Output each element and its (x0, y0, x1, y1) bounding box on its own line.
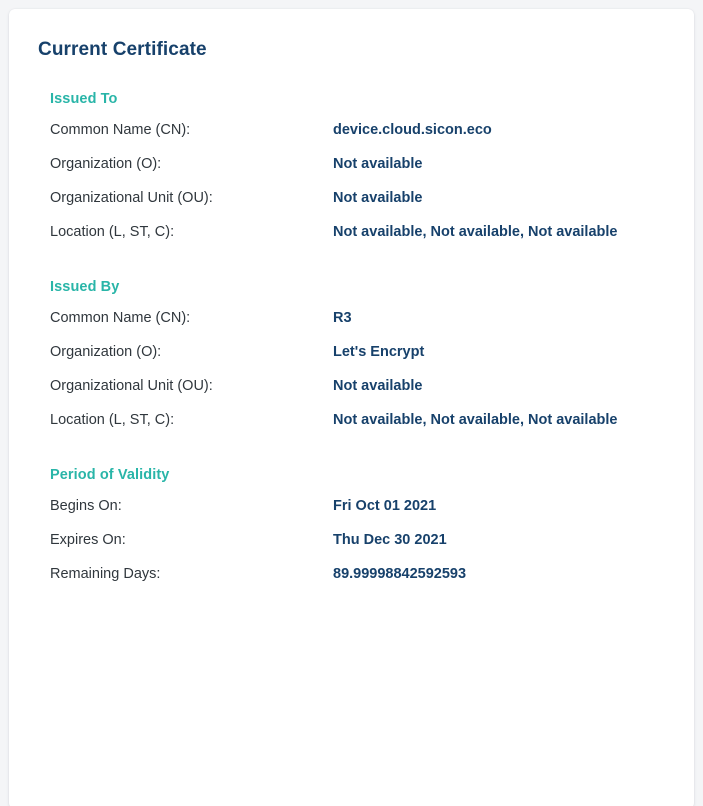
field-label-organization: Organization (O): (50, 344, 162, 360)
field-value-location: Not available, Not available, Not available (333, 412, 618, 428)
field-row (37, 301, 666, 335)
section-period-of-validity (37, 467, 666, 591)
section-title-period-of-validity: Period of Validity (50, 467, 170, 483)
field-value-organization: Not available (333, 156, 423, 172)
field-label-location: Location (L, ST, C): (50, 224, 175, 240)
field-label-begins-on: Begins On: (50, 498, 122, 514)
field-row (37, 335, 666, 369)
field-list-period-of-validity (37, 489, 666, 591)
section-title-issued-by: Issued By (50, 279, 120, 295)
field-value-remaining-days: 89.99998842592593 (333, 566, 467, 582)
field-value-common-name: device.cloud.sicon.eco (333, 122, 492, 138)
field-label-expires-on: Expires On: (50, 532, 126, 548)
field-value-organizational-unit: Not available (333, 190, 423, 206)
page-title: Current Certificate (38, 39, 207, 60)
field-row (37, 489, 666, 523)
field-row (37, 557, 666, 591)
field-label-location: Location (L, ST, C): (50, 412, 175, 428)
field-row (37, 215, 666, 249)
field-row (37, 181, 666, 215)
field-value-location: Not available, Not available, Not available (333, 224, 618, 240)
field-value-organization: Let's Encrypt (333, 344, 425, 360)
section-issued-to (37, 91, 666, 249)
field-label-organizational-unit: Organizational Unit (OU): (50, 378, 213, 394)
field-row (37, 523, 666, 557)
field-label-organization: Organization (O): (50, 156, 162, 172)
current-certificate-card (9, 9, 694, 806)
field-row (37, 403, 666, 437)
field-value-expires-on: Thu Dec 30 2021 (333, 532, 447, 548)
field-label-organizational-unit: Organizational Unit (OU): (50, 190, 213, 206)
field-label-common-name: Common Name (CN): (50, 310, 191, 326)
field-row (37, 147, 666, 181)
field-label-remaining-days: Remaining Days: (50, 566, 161, 582)
field-row (37, 113, 666, 147)
section-issued-by (37, 279, 666, 437)
field-value-begins-on: Fri Oct 01 2021 (333, 498, 437, 514)
field-list-issued-by (37, 301, 666, 437)
field-label-common-name: Common Name (CN): (50, 122, 191, 138)
section-title-issued-to: Issued To (50, 91, 118, 107)
field-value-organizational-unit: Not available (333, 378, 423, 394)
field-list-issued-to (37, 113, 666, 249)
field-value-common-name: R3 (333, 310, 352, 326)
field-row (37, 369, 666, 403)
